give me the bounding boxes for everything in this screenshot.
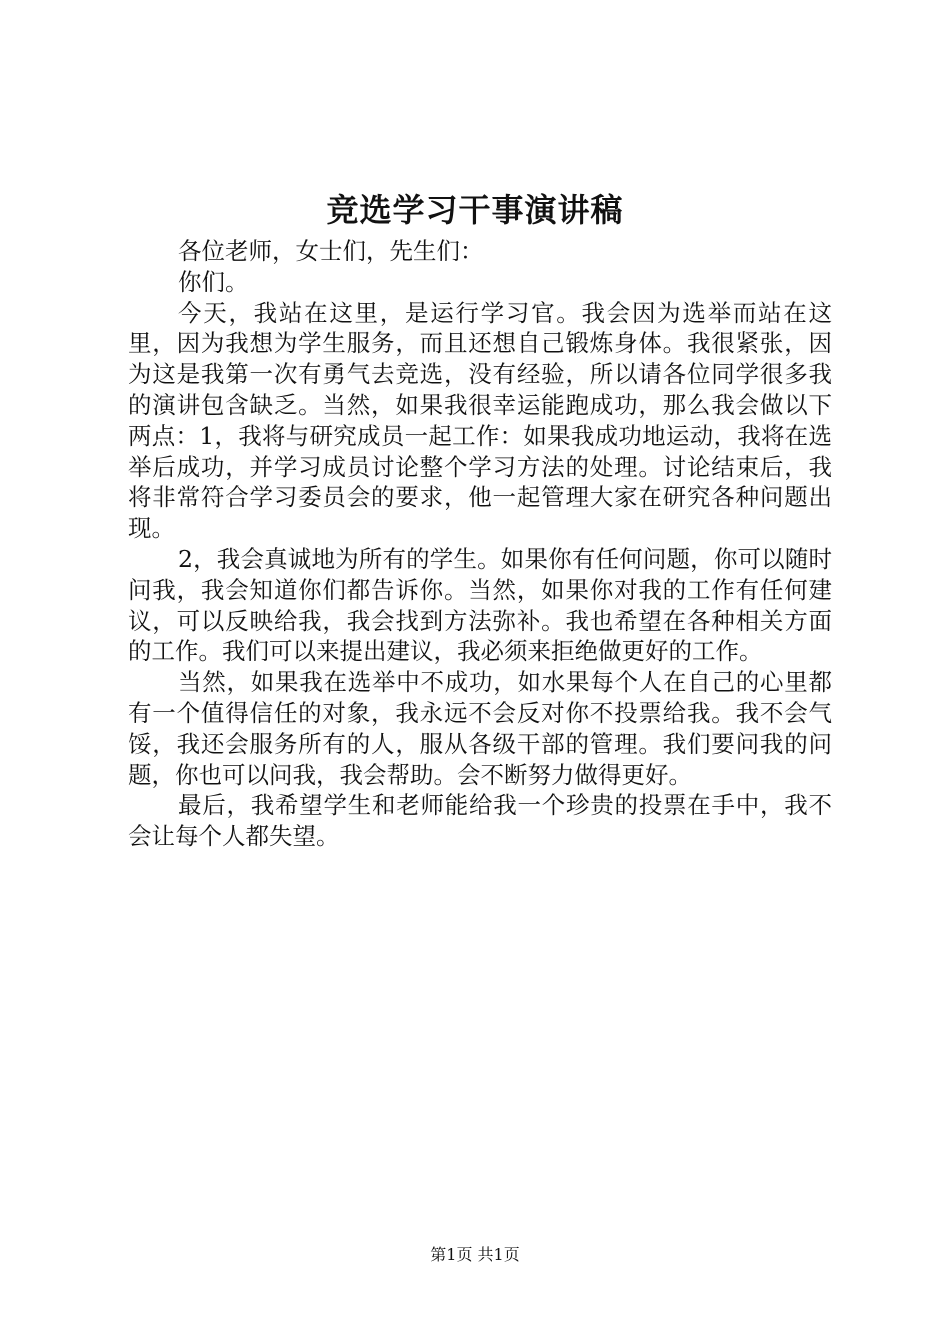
paragraph-intro: 今天，我站在这里，是运行学习官。我会因为选举而站在这里，因为我想为学生服务，而且还想自己锻炼身体。我很紧张，因为这是我第一次有勇气去竞选，没有经验，所以请各位同学很多我的演讲包含缺乏。当然，如果我很幸运能跑成功，那么我会做以下两点：1，我将与研究成员一起工作：如果我成功地运动，我将在选举后成功，并学习成员讨论整个学习方法的处理。讨论结束后，我将非常符合学习委员会的要求，他一起管理大家在研究各种问题出现。	[128, 298, 832, 543]
paragraph-salutation: 各位老师，女士们，先生们：	[178, 237, 484, 265]
paragraph-point-two: 2，我会真诚地为所有的学生。如果你有任何问题，你可以随时问我，我会知道你们都告诉你。当然，如果你对我的工作有任何建议，可以反映给我，我会找到方法弥补。我也希望在各种相关方面的工作。我们可以来提出建议，我必须来拒绝做更好的工作。	[128, 544, 832, 666]
document-title: 竞选学习干事演讲稿	[326, 191, 624, 229]
page-number-footer: 第1页 共1页	[430, 1245, 520, 1264]
paragraph-greeting: 你们。	[178, 267, 249, 296]
paragraph-if-unsuccessful: 当然，如果我在选举中不成功，如水果每个人在自己的心里都有一个值得信任的对象，我永远不会反对你不投票给我。我不会气馁，我还会服务所有的人，服从各级干部的管理。我们要问我的问题，你也可以问我，我会帮助。会不断努力做得更好。	[128, 668, 832, 789]
paragraph-closing: 最后，我希望学生和老师能给我一个珍贵的投票在手中，我不会让每个人都失望。	[128, 791, 832, 851]
document-body	[128, 236, 832, 852]
